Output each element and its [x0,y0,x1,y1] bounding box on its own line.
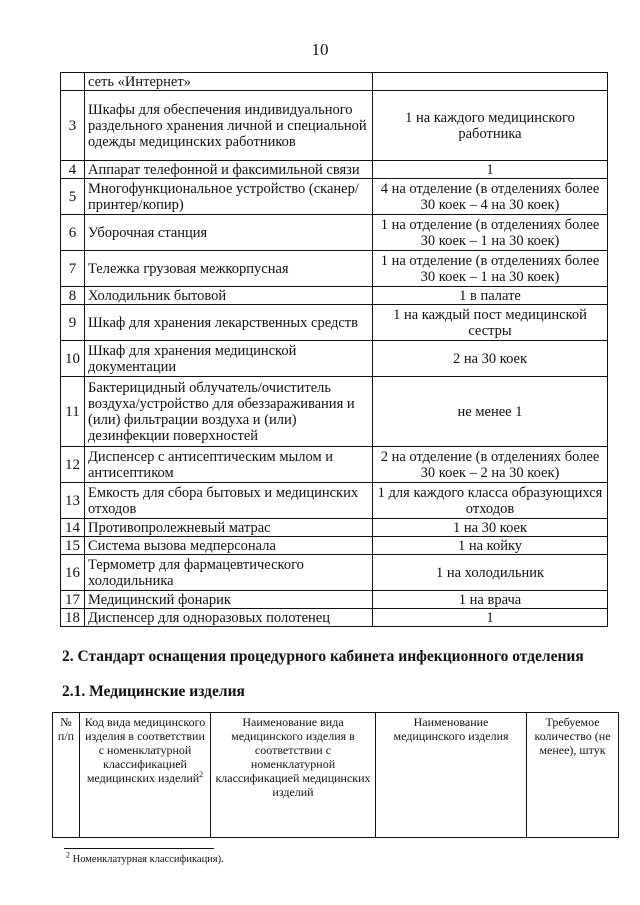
table-row [61,519,608,537]
table-row [61,609,608,627]
row-name: Медицинский фонарик [85,591,373,609]
row-quantity: 1 для каждого класса образующихся отходов [373,483,608,519]
footnote-text: Номенклатурная классификация). [72,854,224,865]
row-name: Аппарат телефонной и факсимильной связи [85,161,373,179]
table-row [61,251,608,287]
row-quantity: 2 на отделение (в отделениях более 30 коек – 2 на 30 коек) [373,447,608,483]
footnote-ref: 2 [199,770,204,779]
row-number: 18 [61,609,85,627]
row-name: Система вызова медперсонала [85,537,373,555]
row-name: Холодильник бытовой [85,287,373,305]
row-quantity: не менее 1 [373,377,608,447]
table-row [61,73,608,91]
row-quantity: 4 на отделение (в отделениях более 30 коек – 4 на 30 коек) [373,179,608,215]
table-row [61,91,608,161]
row-name: Шкафы для обеспечения индивидуального раздельного хранения личной и специальной одежды медицинских работников [85,91,373,161]
row-name: Шкаф для хранения лекарственных средств [85,305,373,341]
row-name: Противопролежневый матрас [85,519,373,537]
table-row [61,179,608,215]
row-number: 8 [61,287,85,305]
row-quantity: 1 на отделение (в отделениях более 30 коек – 1 на 30 коек) [373,251,608,287]
row-quantity: 1 в палате [373,287,608,305]
row-number: 12 [61,447,85,483]
row-quantity: 1 на каждого медицинского работника [373,91,608,161]
row-name: Емкость для сбора бытовых и медицинских отходов [85,483,373,519]
row-quantity: 1 [373,609,608,627]
row-name: Термометр для фармацевтического холодильника [85,555,373,591]
row-quantity: 1 на каждый пост медицинской сестры [373,305,608,341]
row-name: сеть «Интернет» [85,73,373,91]
row-quantity: 2 на 30 коек [373,341,608,377]
row-quantity: 1 на холодильник [373,555,608,591]
row-quantity: 1 на отделение (в отделениях более 30 коек – 1 на 30 коек) [373,215,608,251]
row-name: Уборочная станция [85,215,373,251]
table-row [61,537,608,555]
table-row [61,591,608,609]
row-name: Тележка грузовая межкорпусная [85,251,373,287]
row-number: 13 [61,483,85,519]
table-row [61,215,608,251]
row-quantity: 1 на койку [373,537,608,555]
row-name: Шкаф для хранения медицинской документации [85,341,373,377]
medical-devices-table [52,712,619,838]
footnote-divider [64,848,214,849]
row-quantity: 1 [373,161,608,179]
row-quantity [373,73,608,91]
header-device-name: Наименование медицинского изделия [376,713,527,838]
row-number: 17 [61,591,85,609]
table-row [61,341,608,377]
table-row [61,555,608,591]
row-number: 7 [61,251,85,287]
medical-devices-header-row [53,713,619,838]
table-row [61,483,608,519]
row-name: Диспенсер для одноразовых полотенец [85,609,373,627]
footnote-marker: 2 [66,850,70,860]
header-quantity: Требуемое количество (не менее), штук [527,713,619,838]
row-number: 4 [61,161,85,179]
row-number: 14 [61,519,85,537]
row-number [61,73,85,91]
section-2-heading: 2. Стандарт оснащения процедурного кабинета инфекционного отделения [62,648,584,665]
header-code-text: Код вида медицинского изделия в соответствии с номенклатурной классификацией медицинских изделий [84,715,206,785]
header-kind-name: Наименование вида медицинского изделия в соответствии с номенклатурной классификацией медицинских изделий [211,713,376,838]
row-quantity: 1 на врача [373,591,608,609]
row-quantity: 1 на 30 коек [373,519,608,537]
section-2-1-heading: 2.1. Медицинские изделия [62,683,245,700]
table-row [61,161,608,179]
table-row [61,377,608,447]
header-number: № п/п [53,713,80,838]
header-code [80,713,211,838]
row-number: 9 [61,305,85,341]
row-number: 16 [61,555,85,591]
table-row [61,287,608,305]
row-name: Диспенсер с антисептическим мылом и антисептиком [85,447,373,483]
footnote [66,850,224,865]
row-name: Многофункциональное устройство (сканер/принтер/копир) [85,179,373,215]
table-row [61,305,608,341]
row-number: 3 [61,91,85,161]
table-row [61,447,608,483]
page-number: 10 [311,40,329,59]
row-number: 11 [61,377,85,447]
row-number: 10 [61,341,85,377]
equipment-table [60,72,608,627]
row-number: 6 [61,215,85,251]
row-name: Бактерицидный облучатель/очиститель воздуха/устройство для обеззараживания и (или) фильтрации воздуха и (или) дезинфекции поверхностей [85,377,373,447]
row-number: 5 [61,179,85,215]
row-number: 15 [61,537,85,555]
